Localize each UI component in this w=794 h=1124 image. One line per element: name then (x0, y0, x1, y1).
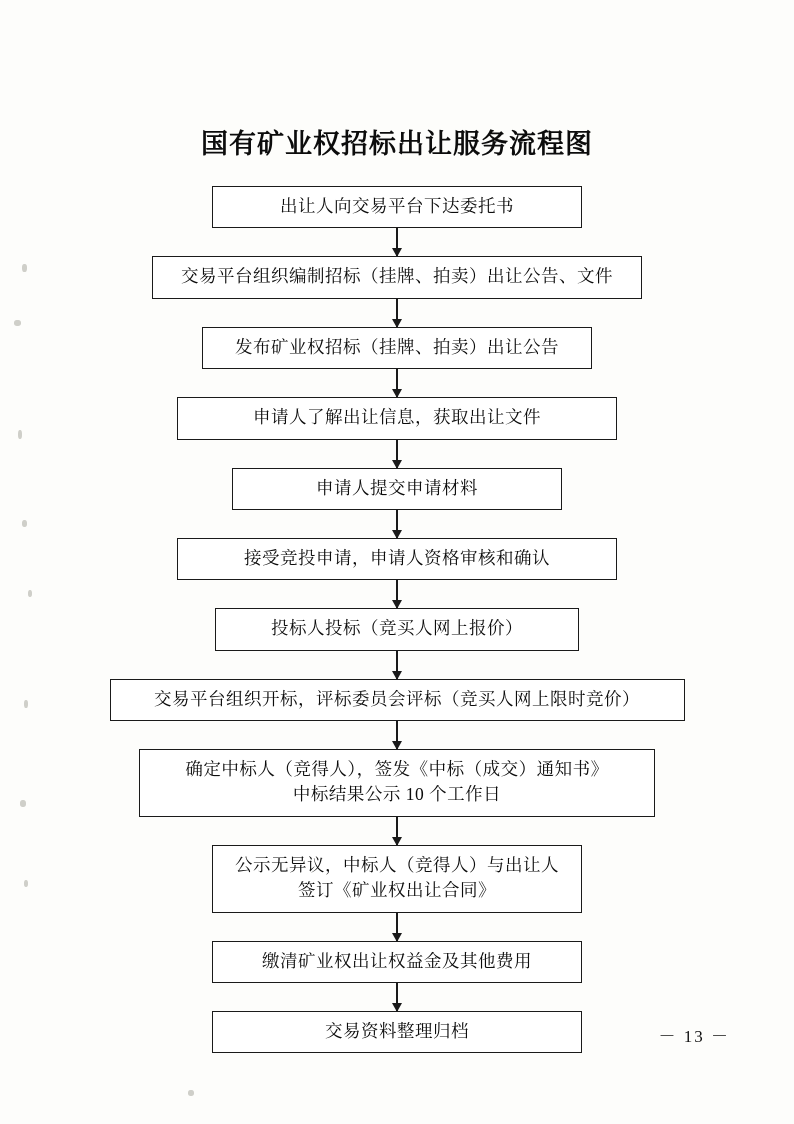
flow-step-8 (110, 679, 685, 721)
scan-speck (188, 1090, 194, 1096)
flow-step-12 (212, 1011, 582, 1053)
flow-step-4-line1: 申请人了解出让信息，获取出让文件 (253, 407, 541, 428)
flow-step-10-line2: 签订《矿业权出让合同》 (298, 880, 496, 901)
flow-step-4 (177, 397, 617, 439)
flow-step-5 (232, 468, 562, 510)
flow-arrow-3 (396, 369, 398, 397)
flow-step-11 (212, 941, 582, 983)
flow-step-9-line2: 中标结果公示 10 个工作日 (292, 784, 502, 805)
flow-arrow-9 (396, 817, 398, 845)
flow-arrow-6 (396, 580, 398, 608)
flow-step-6 (177, 538, 617, 580)
flow-step-9-line1: 确定中标人（竞得人），签发《中标（成交）通知书》 (185, 759, 609, 779)
flow-arrow-5 (396, 510, 398, 538)
flow-step-2-line1: 交易平台组织编制招标（挂牌、拍卖）出让公告、文件 (181, 266, 613, 287)
flow-arrow-8 (396, 721, 398, 749)
flow-step-2 (152, 256, 642, 298)
flow-step-11-line1: 缴清矿业权出让权益金及其他费用 (262, 950, 532, 971)
flow-step-7-line1: 投标人投标（竞买人网上报价） (271, 618, 523, 639)
flow-step-1-line1: 出让人向交易平台下达委托书 (280, 196, 514, 216)
flow-arrow-1 (396, 228, 398, 256)
flow-step-9 (139, 749, 655, 817)
flow-arrow-4 (396, 440, 398, 468)
flow-step-3 (202, 327, 592, 369)
flow-arrow-11 (396, 983, 398, 1011)
flow-step-6-line1: 接受竞投申请，申请人资格审核和确认 (244, 547, 550, 568)
flow-step-8-line1: 交易平台组织开标，评标委员会评标（竞买人网上限时竞价） (154, 688, 640, 709)
flow-step-10 (212, 845, 582, 913)
flow-step-3-line1: 发布矿业权招标（挂牌、拍卖）出让公告 (235, 336, 559, 357)
page-number: － 13 － (658, 1027, 730, 1046)
flow-step-7 (215, 608, 579, 650)
flow-step-1 (212, 186, 582, 228)
flow-arrow-10 (396, 913, 398, 941)
flow-step-10-line1: 公示无异议，中标人（竞得人）与出让人 (235, 854, 559, 875)
flow-arrow-7 (396, 651, 398, 679)
flow-step-12-line1: 交易资料整理归档 (325, 1020, 469, 1041)
flow-step-5-line1: 申请人提交申请材料 (316, 477, 478, 498)
flow-arrow-2 (396, 299, 398, 327)
page-title: 国有矿业权招标出让服务流程图 (201, 129, 593, 159)
flowchart (0, 186, 794, 1053)
